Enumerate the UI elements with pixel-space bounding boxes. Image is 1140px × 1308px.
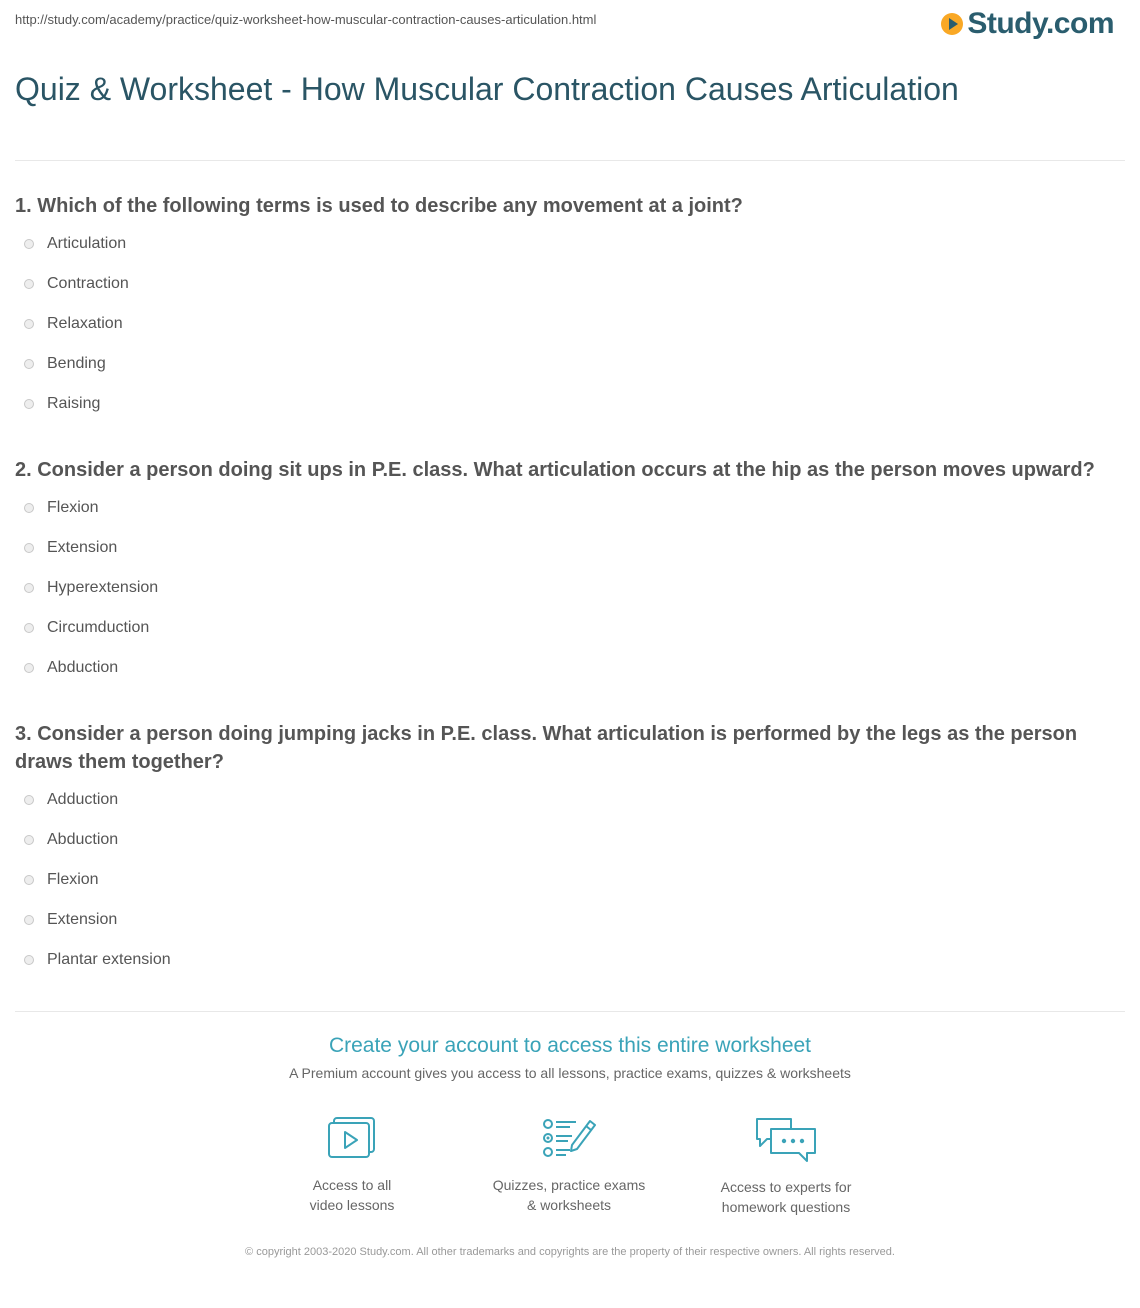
feature-label-line: video lessons bbox=[309, 1197, 395, 1213]
page-title: Quiz & Worksheet - How Muscular Contraction Causes Articulation bbox=[15, 71, 959, 107]
divider bbox=[15, 160, 1125, 161]
radio-button[interactable] bbox=[24, 663, 34, 673]
answer-option[interactable] bbox=[15, 275, 1125, 315]
feature-label-line: homework questions bbox=[721, 1199, 851, 1215]
option-label: Circumduction bbox=[47, 619, 150, 636]
radio-button[interactable] bbox=[24, 279, 34, 289]
option-label: Bending bbox=[47, 355, 106, 372]
feature-label-line: Access to experts for bbox=[720, 1179, 852, 1195]
radio-button[interactable] bbox=[24, 835, 34, 845]
option-label: Flexion bbox=[47, 871, 99, 888]
answer-option[interactable] bbox=[15, 619, 1125, 659]
answer-option[interactable] bbox=[15, 315, 1125, 355]
radio-button[interactable] bbox=[24, 543, 34, 553]
answer-option[interactable] bbox=[15, 659, 1125, 699]
answer-option[interactable] bbox=[15, 951, 1125, 991]
feature-video-lessons bbox=[252, 1115, 452, 1215]
radio-button[interactable] bbox=[24, 399, 34, 409]
premium-description: A Premium account gives you access to all lessons, practice exams, quizzes & worksheets bbox=[289, 1065, 851, 1081]
feature-experts bbox=[686, 1115, 886, 1217]
answer-options bbox=[15, 791, 1125, 991]
option-label: Adduction bbox=[47, 791, 119, 808]
copyright-notice: © copyright 2003-2020 Study.com. All other trademarks and copyrights are the property of their respective owners. All rights reserved. bbox=[245, 1246, 895, 1258]
logo-text: Study.com bbox=[967, 7, 1114, 40]
video-lessons-icon bbox=[325, 1115, 379, 1163]
feature-label-line: Access to all bbox=[312, 1177, 392, 1193]
radio-button[interactable] bbox=[24, 319, 34, 329]
answer-option[interactable] bbox=[15, 395, 1125, 435]
option-label: Extension bbox=[47, 911, 118, 928]
radio-button[interactable] bbox=[24, 875, 34, 885]
study-logo[interactable] bbox=[941, 6, 1114, 42]
answer-option[interactable] bbox=[15, 355, 1125, 395]
option-label: Raising bbox=[47, 395, 101, 412]
page-url: http://study.com/academy/practice/quiz-worksheet-how-muscular-contraction-causes-articulation.html bbox=[15, 12, 597, 27]
question-text: 3. Consider a person doing jumping jacks in P.E. class. What articulation is performed by the legs as the person draws them together? bbox=[15, 723, 1078, 773]
answer-option[interactable] bbox=[15, 499, 1125, 539]
play-logo-icon bbox=[941, 13, 963, 35]
option-label: Articulation bbox=[47, 235, 127, 252]
divider bbox=[15, 1011, 1125, 1012]
option-label: Abduction bbox=[47, 659, 119, 676]
quiz-checklist-icon bbox=[540, 1115, 598, 1163]
radio-button[interactable] bbox=[24, 795, 34, 805]
option-label: Contraction bbox=[47, 275, 129, 292]
answer-option[interactable] bbox=[15, 911, 1125, 951]
feature-label bbox=[469, 1175, 669, 1215]
answer-option[interactable] bbox=[15, 791, 1125, 831]
answer-option[interactable] bbox=[15, 871, 1125, 911]
feature-label bbox=[252, 1175, 452, 1215]
option-label: Abduction bbox=[47, 831, 119, 848]
answer-options bbox=[15, 235, 1125, 435]
question-3 bbox=[15, 720, 1125, 991]
radio-button[interactable] bbox=[24, 583, 34, 593]
radio-button[interactable] bbox=[24, 503, 34, 513]
feature-label-line: Quizzes, practice exams bbox=[492, 1177, 646, 1193]
create-account-link[interactable]: Create your account to access this entire worksheet bbox=[328, 1034, 812, 1057]
question-2 bbox=[15, 456, 1125, 699]
radio-button[interactable] bbox=[24, 239, 34, 249]
option-label: Extension bbox=[47, 539, 118, 556]
radio-button[interactable] bbox=[24, 623, 34, 633]
option-label: Plantar extension bbox=[47, 951, 171, 968]
answer-option[interactable] bbox=[15, 235, 1125, 275]
option-label: Hyperextension bbox=[47, 579, 159, 596]
feature-label-line: & worksheets bbox=[526, 1197, 612, 1213]
option-label: Flexion bbox=[47, 499, 99, 516]
radio-button[interactable] bbox=[24, 359, 34, 369]
answer-option[interactable] bbox=[15, 831, 1125, 871]
feature-quizzes bbox=[469, 1115, 669, 1215]
feature-label bbox=[686, 1177, 886, 1217]
radio-button[interactable] bbox=[24, 955, 34, 965]
answer-option[interactable] bbox=[15, 539, 1125, 579]
answer-option[interactable] bbox=[15, 579, 1125, 619]
question-text: 2. Consider a person doing sit ups in P.E. class. What articulation occurs at the hip as the person moves upward? bbox=[15, 459, 1095, 481]
question-text: 1. Which of the following terms is used to describe any movement at a joint? bbox=[15, 195, 743, 217]
question-1 bbox=[15, 192, 1125, 435]
answer-options bbox=[15, 499, 1125, 699]
chat-bubbles-icon bbox=[753, 1115, 819, 1165]
option-label: Relaxation bbox=[47, 315, 123, 332]
radio-button[interactable] bbox=[24, 915, 34, 925]
